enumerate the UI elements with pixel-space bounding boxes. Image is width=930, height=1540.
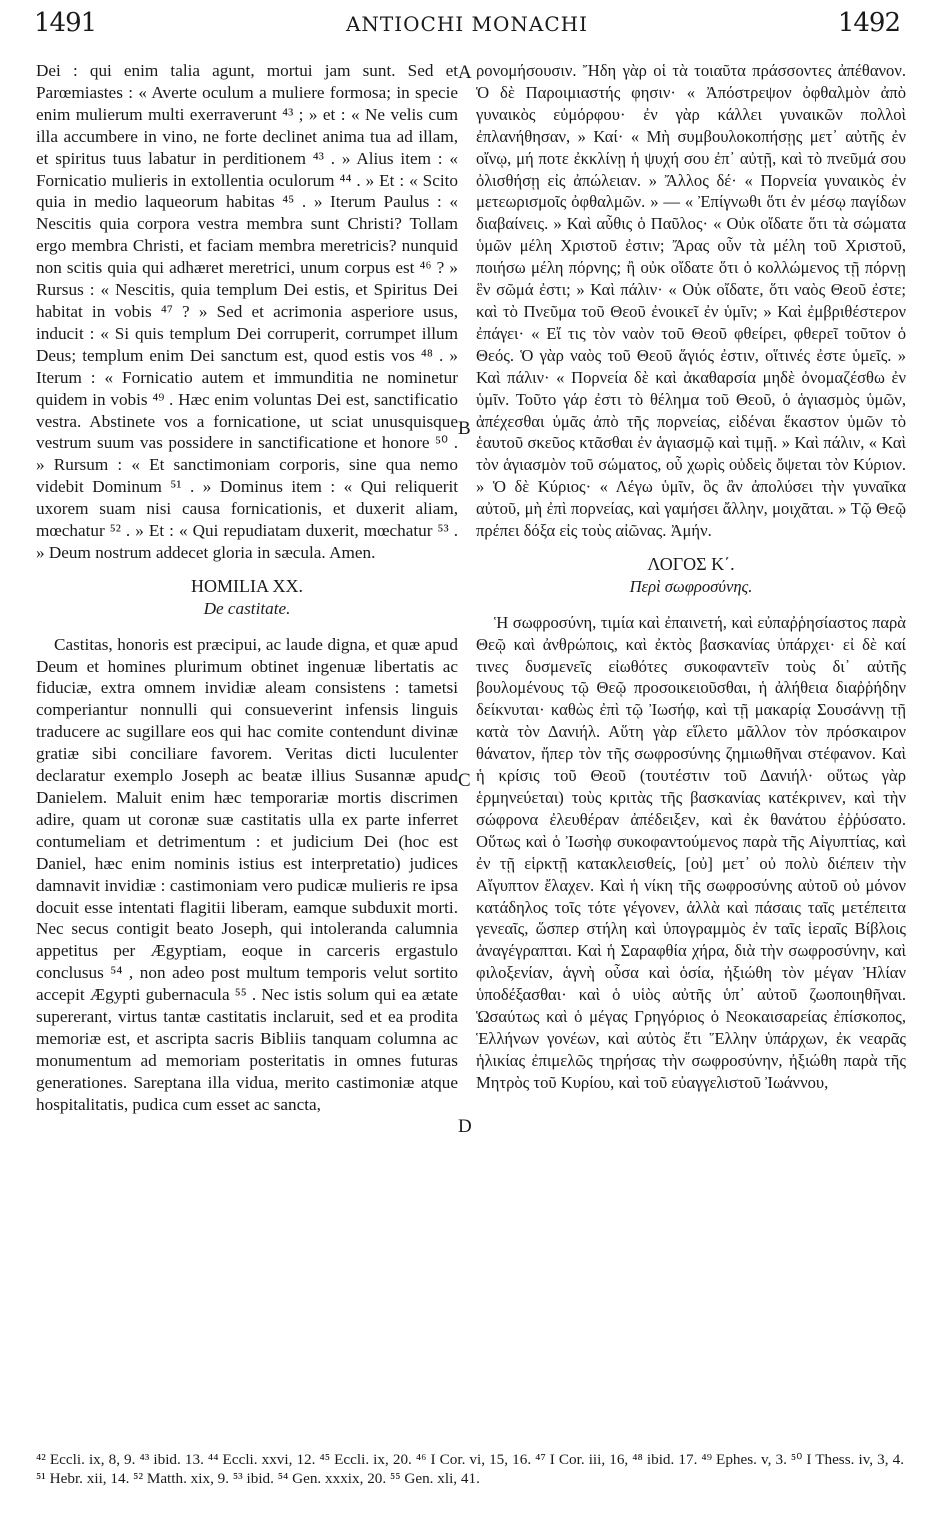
greek-column bbox=[476, 60, 906, 1094]
running-title: ANTIOCHI MONACHI bbox=[345, 12, 589, 36]
greek-paragraph-1: ρονομήσουσιν. Ἤδη γὰρ οἱ τὰ τοιαῦτα πράσσοντες ἀπέθανον. Ὁ δὲ Παροιμιαστής φησιν· « Ἀπόστρεψον ὀφθαλμὸν ἀπὸ γυναικὸς εὐμόρφου· ἐν γὰρ κάλλει γυναικῶν πολλοὶ ἐπλανήθησαν, » Καί· « Μὴ συμβουλοκοπήσῃς μετ᾽ αὐτῆς ἐν οἴνῳ, μή ποτε ἐκκλίνῃ ἡ ψυχή σου ἐπ᾽ αὐτῇ, καὶ τὸ πνεῦμά σου ὀλισθήσῃ εἰς ἀπώλειαν. » Ἄλλος δέ· « Πορνεία γυναικὸς ἐν μετεωρισμοῖς ὀφθαλμῶν. » — « Ἐπίγνωθι ὅτι ἐν μέσῳ παγίδων διαβαίνεις. » Καὶ αὖθις ὁ Παῦλος· « Οὐκ οἴδατε ὅτι τὰ σώματα ὑμῶν μέλη Χριστοῦ ἐστιν; Ἄρας οὖν τὰ μέλη τοῦ Χριστοῦ, ποιήσω μέλη πόρνης; ἢ οὐκ οἴδατε ὅτι ὁ κολλώμενος τῇ πόρνῃ ἓν σῶμά ἐστι; » Καὶ πάλιν· « Οὐκ οἴδατε, ὅτι ναὸς Θεοῦ ἐστε; καὶ τὸ Πνεῦμα τοῦ Θεοῦ ἐνοικεῖ ἐν ὑμῖν; » Καὶ ἐμβριθέστερον ἐπάγει· « Εἴ τις τὸν ναὸν τοῦ Θεοῦ φθείρει, φθερεῖ τοῦτον ὁ Θεός. Ὁ γὰρ ναὸς τοῦ Θεοῦ ἅγιός ἐστιν, οἵτινές ἐστε ὑμεῖς. » Καὶ πάλιν· « Πορνεία δὲ καὶ ἀκαθαρσία μηδὲ ὀνομαζέσθω ἐν ὑμῖν. Τοῦτο γάρ ἐστι τὸ θέλημα τοῦ Θεοῦ, ὁ ἁγιασμὸς ὑμῶν, ἀπέχεσθαι ὑμᾶς ἀπὸ τῆς πορνείας, εἰδέναι ἕκαστον ὑμῶν τὸ ἑαυτοῦ σκεῦος κτᾶσθαι ἐν ἁγιασμῷ καὶ τιμῇ. » Καὶ πάλιν, « Καὶ τὸν ἁγιασμὸν τοῦ σώματος, οὗ χωρὶς οὐδεὶς ὄψεται τὸν Κύριον. » Ὁ δὲ Κύριος· « Λέγω ὑμῖν, ὃς ἂν ἀπολύσει τὴν γυναῖκα αὐτοῦ, μὴ ἐπὶ πορνείας, καὶ γαμήσει ἄλλην, μοιχᾶται. » Τῷ Θεῷ πρέπει δόξα εἰς τοὺς αἰῶνας. Ἀμήν. bbox=[476, 61, 906, 541]
latin-column bbox=[36, 60, 458, 1116]
footnotes: ⁴² Eccli. ix, 8, 9. ⁴³ ibid. 13. ⁴⁴ Eccli. xxvi, 12. ⁴⁵ Eccli. ix, 20. ⁴⁶ I Cor. vi, 15, 16. ⁴⁷ I Cor. iii, 16, ⁴⁸ ibid. 17. ⁴⁹ Ephes. v, 3. ⁵⁰ I Thess. iv, 3, 4. ⁵¹ Hebr. xii, 14. ⁵² Matth. xix, 9. ⁵³ ibid. ⁵⁴ Gen. xxxix, 20. ⁵⁵ Gen. xli, 41. bbox=[36, 1451, 904, 1487]
margin-marker-a: A bbox=[458, 62, 472, 83]
greek-paragraph-2: Ἡ σωφροσύνη, τιμία καὶ ἐπαινετή, καὶ εὐπαῤῥησίαστος παρὰ Θεῷ καὶ ἀνθρώποις, καὶ ἐκτὸς βασκανίας ὑπάρχει· εἰ δὲ καί τινες δυσμενεῖς εἰωθότες συκοφαντεῖν τοὺς δι᾽ αὐτῆς βουλομένους τῷ Θεῷ προσοικειοῦσθαι, ἡ ἀλήθεια διαῤῥήδην δείκνυται· καθὼς ἐπὶ τῷ Ἰωσήφ, καὶ τῇ μακαρίᾳ Σουσάννῃ τῇ κατὰ τὸν Δανιήλ. Αὕτη γὰρ εἵλετο μᾶλλον τὸν πρόσκαιρον θάνατον, ἤπερ τὸν τῆς σωφροσύνης ζημιωθῆναι στέφανον. Καὶ ἡ κρίσις τοῦ Θεοῦ (τουτέστιν τοῦ Δανιήλ· οὕτως γὰρ ἑρμηνεύεται) τοὺς κριτὰς τῆς βασκανίας κατέκρινεν, καὶ τὴν σώφρονα ἐλευθέραν ἀπέδειξεν, καὶ ἐκ θανάτου ἐῤῥύσατο. Οὕτως καὶ ὁ Ἰωσὴφ συκοφαντούμενος παρὰ τῆς Αἰγυπτίας, καὶ ἐν τῇ εἱρκτῇ κατακλεισθείς, [οὐ] μετ᾽ οὐ πολὺ διέπειν τὴν Αἴγυπτον ἔλαχεν. Καὶ ἡ νίκη τῆς σωφροσύνης αὐτοῦ οὐ μόνον κατάδηλος τοῖς τότε γέγονεν, ἀλλὰ καὶ πάσαις ταῖς μετέπειτα γενεαῖς, ὥσπερ στήλη καὶ ὑπογραμμὸς ἐν ταῖς ἱεραῖς Βίβλοις ἀναγέγραπται. Καὶ ἡ Σαραφθία χήρα, διὰ τὴν σωφροσύνην, καὶ φιλοξενίαν, ἁγνὴ οὖσα καὶ ὁσία, ἠξιώθη τὸν μέγαν Ἠλίαν ὑποδέξασθαι· καὶ ὁ υἱὸς αὐτῆς ὑπ᾽ αὐτοῦ ζωοποιηθῆναι. Ὡσαύτως καὶ ὁ μέγας Γρηγόριος ὁ Νεοκαισαρείας ἐπίσκοπος, Ἑλλήνων γονέων, καὶ αὐτὸς ἔτι Ἕλλην ὑπάρχων, ἐκ νεαρᾶς ἡλικίας ἐπιμελῶς τηρήσας τὴν σωφροσύνην, ἠξιώθη παρὰ τῆς Μητρὸς τοῦ Κυρίου, καὶ τοῦ εὐαγγελιστοῦ Ἰωάννου, bbox=[476, 612, 906, 1092]
greek-homily-subheading: Περὶ σωφροσύνης. bbox=[629, 576, 753, 596]
latin-paragraph-2: Castitas, honoris est præcipui, ac laude digna, et quæ apud Deum et homines plurimum obtinet ingenuæ libertatis ac fiduciæ, extra omnem invidiæ aleam consistens : tametsi comperiantur nonnulli qui consueverint infensis linguis traducere ac sugillare eos qui hac comite contendunt divinæ gratiæ sibi conciliare favorem. Veritas dicti luculenter declaratur exemplo Joseph ac beatæ illius Susannæ apud Danielem. Maluit enim hæc temporariæ mortis discrimen adire, quam ut coronæ suæ castitatis ulla ex parte inferret contumeliam et detrimentum : et judicium Dei (hoc est Daniel, hæc enim nominis istius est interpretatio) judices damnavit invidiæ : castimoniam vero pudicæ mulieris re ipsa docuit esse intentati flagitii liberam, eamque subduxit morti. Nec secus contigit beato Joseph, qui intoleranda calumnia appetitus per Ægyptiam, eoque in carceris ergastulo conclusus ⁵⁴ , non adeo post multum temporis velut sortito accepit Ægypti gubernacula ⁵⁵ . Nec istis solum qui ea ætate supererant, virtus tantæ castitatis inclaruit, sed et ea prodita memoriæ est, et ascripta sacris Bibliis tanquam columna ac monumentum ad memoriam posteritatis in omnes futuras generationes. Sareptana illa vidua, merito castimoniæ atque hospitalitatis, pudica cum esset ac sancta, bbox=[36, 634, 458, 1114]
latin-homily-subheading: De castitate. bbox=[203, 598, 291, 618]
margin-marker-d: D bbox=[458, 1116, 472, 1137]
page-number-right: 1492 bbox=[837, 8, 900, 38]
greek-homily-heading: ΛΟΓΟΣ Κ΄. bbox=[647, 553, 735, 574]
latin-homily-heading: HOMILIA XX. bbox=[191, 575, 303, 596]
page-header bbox=[34, 8, 900, 48]
latin-paragraph-1: Dei : qui enim talia agunt, mortui jam sunt. Sed et Parœmiastes : « Averte oculum a muliere formosa; in specie enim mulierum multi exerraverunt ⁴³ ; » et : « Ne velis cum illa accumbere in vino, ne forte declinet anima tua ad illam, et spiritus tuus labatur in perditionem ⁴³ . » Alius item : « Fornicatio mulieris in extollentia oculorum ⁴⁴ . » Et : « Scito quia in medio laqueorum habitas ⁴⁵ . » Iterum Paulus : « Nescitis quia corpora vestra membra sunt Christi? Tollam ergo membra Christi, et faciam membra meretricis? nunquid non scitis quia qui adhæret meretrici, unum corpus est ⁴⁶ ? » Rursus : « Nescitis, quia templum Dei estis, et Spiritus Dei habitat in vobis ⁴⁷ ? » Sed et acrimonia asperiore usus, inducit : « Si quis templum Dei corruperit, corrumpet illum Deus; templum enim Dei sanctum est, quod estis vos ⁴⁸ . » Iterum : « Fornicatio autem et immunditia ne nominetur quidem in vobis ⁴⁹ . Hæc enim voluntas Dei est, sanctificatio vestra. Abstinete vos a fornicatione, ut sciat unusquisque vestrum suum vas possidere in sanctificatione et honore ⁵⁰ . » Rursum : « Et sanctimoniam corporis, sine qua nemo videbit Dominum ⁵¹ . » Dominus item : « Qui reliquerit uxorem suam nisi causa fornicationis, et duxerit aliam, mœchatur ⁵² . » Et : « Qui repudiatam duxerit, mœchatur ⁵³ . » Deum nostrum addecet gloria in sæcula. Amen. bbox=[36, 61, 458, 562]
page-number-left: 1491 bbox=[34, 8, 97, 38]
margin-marker-c: C bbox=[458, 770, 471, 791]
margin-marker-b: B bbox=[458, 418, 471, 439]
